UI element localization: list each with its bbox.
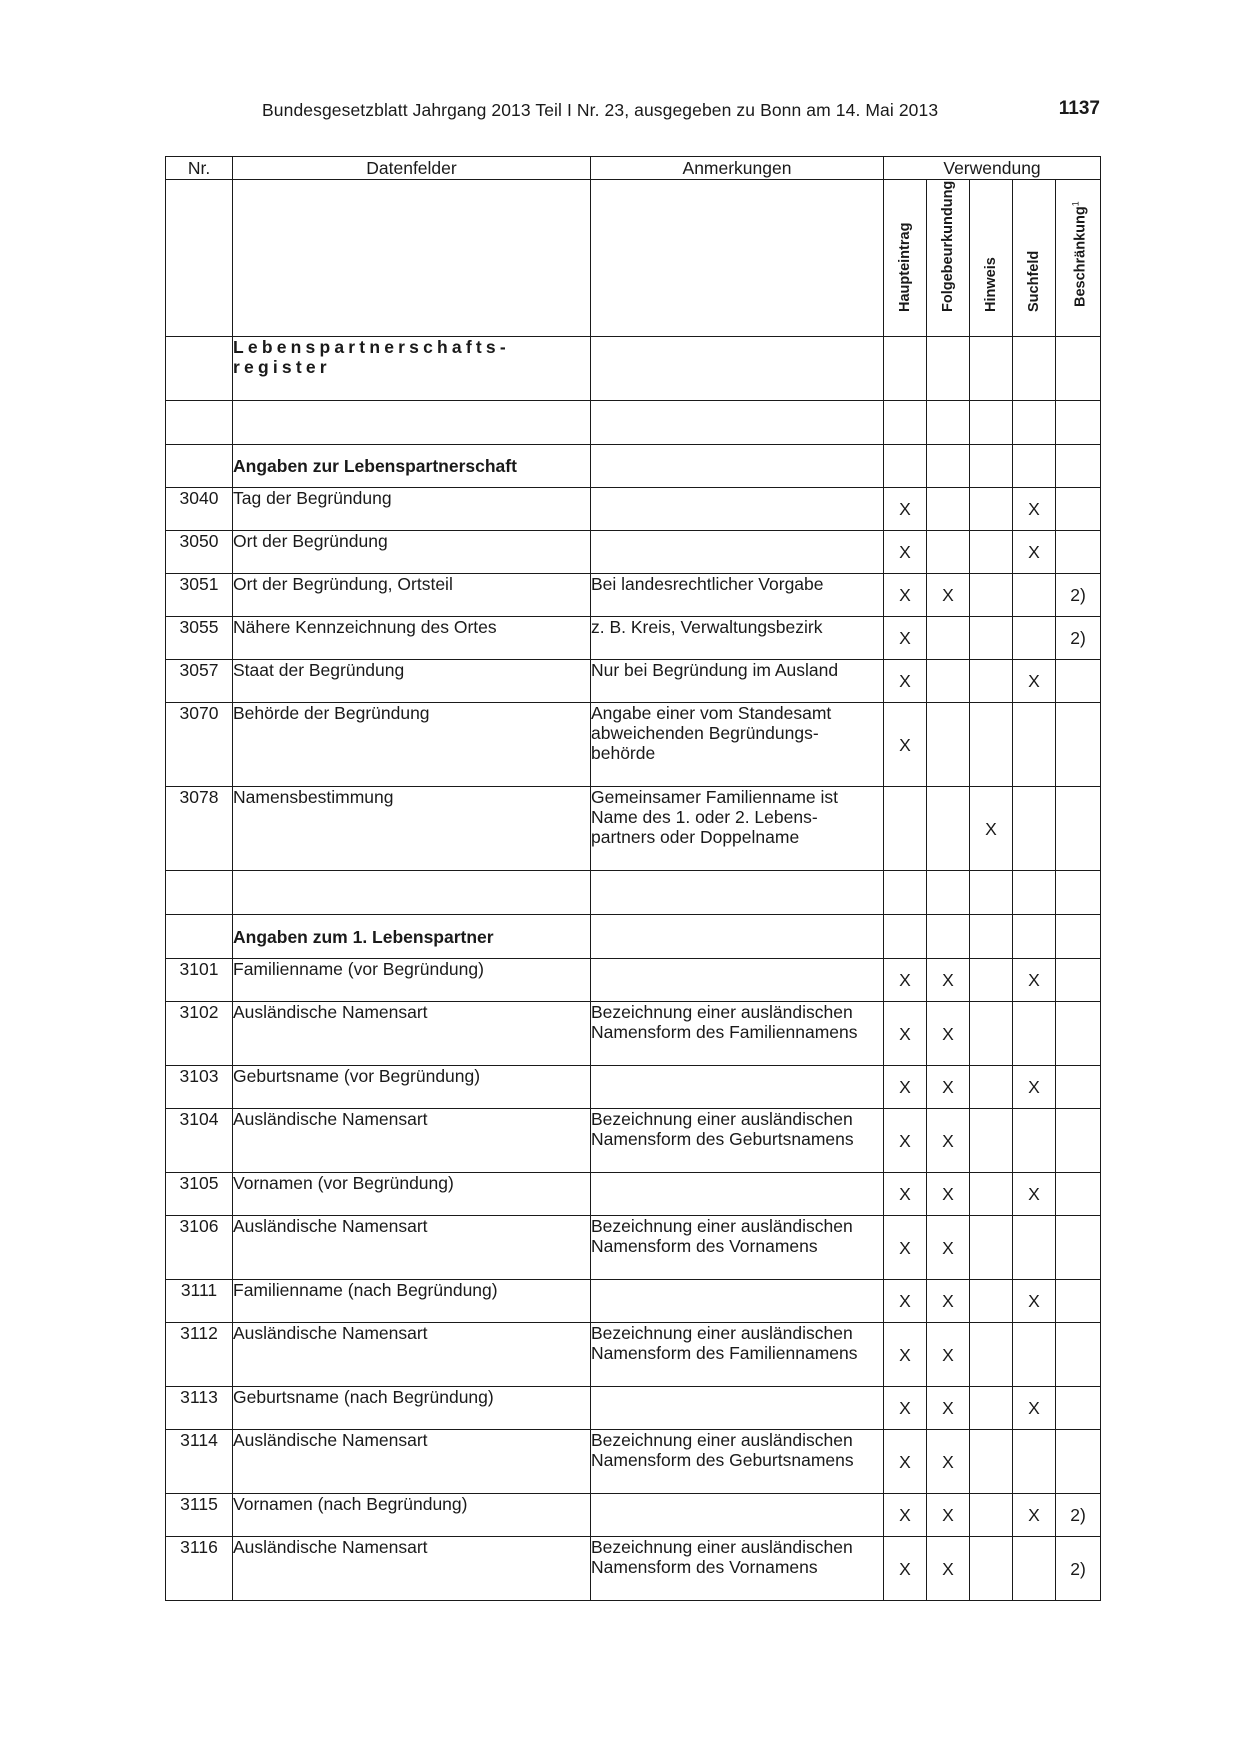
field-note	[591, 959, 884, 1002]
mark-suchfeld	[1013, 1537, 1056, 1601]
usage-label: Suchfeld	[1026, 250, 1042, 312]
row-number: 3078	[166, 787, 233, 871]
col-header-nr: Nr.	[166, 157, 233, 180]
field-name: Geburtsname (vor Begründung)	[233, 1066, 591, 1109]
empty-cell	[591, 337, 884, 401]
row-number: 3040	[166, 488, 233, 531]
table-row	[166, 703, 1101, 787]
table-row	[166, 959, 1101, 1002]
mark-folgebeurkundung	[927, 488, 970, 531]
mark-haupteintrag: X	[884, 660, 927, 703]
mark-suchfeld: X	[1013, 1387, 1056, 1430]
mark-hinweis	[970, 488, 1013, 531]
field-name: Vornamen (vor Begründung)	[233, 1173, 591, 1216]
usage-header-folgebeurkundung	[927, 180, 970, 337]
mark-suchfeld	[1013, 1109, 1056, 1173]
mark-haupteintrag: X	[884, 1537, 927, 1601]
empty-cell	[970, 445, 1013, 488]
column-header-row	[166, 157, 1101, 180]
mark-folgebeurkundung: X	[927, 1494, 970, 1537]
row-number: 3057	[166, 660, 233, 703]
mark-folgebeurkundung	[927, 787, 970, 871]
table-row	[166, 1066, 1101, 1109]
mark-hinweis	[970, 1173, 1013, 1216]
mark-suchfeld	[1013, 1323, 1056, 1387]
mark-suchfeld: X	[1013, 531, 1056, 574]
mark-beschraenkung: 2)	[1056, 574, 1101, 617]
mark-haupteintrag: X	[884, 531, 927, 574]
mark-haupteintrag: X	[884, 703, 927, 787]
usage-label-with-footnote	[1066, 201, 1091, 307]
empty-cell	[1056, 337, 1101, 401]
mark-beschraenkung	[1056, 488, 1101, 531]
usage-header-beschraenkung	[1056, 180, 1101, 337]
mark-folgebeurkundung: X	[927, 1002, 970, 1066]
empty-cell	[1013, 915, 1056, 959]
empty-cell	[591, 871, 884, 915]
table-row	[166, 617, 1101, 660]
empty-cell	[166, 401, 233, 445]
empty-cell	[927, 915, 970, 959]
mark-haupteintrag: X	[884, 488, 927, 531]
note-line: Namensform des Familiennamens	[591, 1022, 858, 1042]
empty-cell	[884, 445, 927, 488]
row-number: 3112	[166, 1323, 233, 1387]
field-note: z. B. Kreis, Verwaltungsbezirk	[591, 617, 884, 660]
mark-beschraenkung	[1056, 703, 1101, 787]
mark-hinweis	[970, 1387, 1013, 1430]
mark-folgebeurkundung: X	[927, 1280, 970, 1323]
mark-hinweis	[970, 1002, 1013, 1066]
field-name: Ausländische Namensart	[233, 1537, 591, 1601]
field-name: Nähere Kennzeichnung des Ortes	[233, 617, 591, 660]
mark-suchfeld	[1013, 787, 1056, 871]
register-title-row	[166, 337, 1101, 401]
empty-cell	[970, 401, 1013, 445]
empty-cell	[233, 401, 591, 445]
empty-cell	[970, 337, 1013, 401]
mark-suchfeld: X	[1013, 488, 1056, 531]
usage-header-row	[166, 180, 1101, 337]
empty-cell	[166, 915, 233, 959]
note-line: Bezeichnung einer ausländischen	[591, 1109, 853, 1129]
field-name: Ausländische Namensart	[233, 1109, 591, 1173]
mark-folgebeurkundung: X	[927, 1066, 970, 1109]
row-number: 3070	[166, 703, 233, 787]
register-title	[233, 337, 591, 401]
mark-folgebeurkundung: X	[927, 1387, 970, 1430]
mark-suchfeld: X	[1013, 959, 1056, 1002]
note-line: partners oder Doppelname	[591, 827, 800, 847]
mark-beschraenkung	[1056, 531, 1101, 574]
mark-hinweis	[970, 531, 1013, 574]
field-note	[591, 1066, 884, 1109]
note-line: Namensform des Familiennamens	[591, 1343, 858, 1363]
note-line: Bezeichnung einer ausländischen	[591, 1430, 853, 1450]
usage-label: Folgebeurkundung	[940, 180, 956, 312]
table-row	[166, 1323, 1101, 1387]
col-header-datenfelder: Datenfelder	[233, 157, 591, 180]
mark-beschraenkung: 2)	[1056, 1537, 1101, 1601]
mark-haupteintrag: X	[884, 1002, 927, 1066]
row-number: 3116	[166, 1537, 233, 1601]
mark-beschraenkung	[1056, 1430, 1101, 1494]
table-row	[166, 488, 1101, 531]
empty-cell	[884, 871, 927, 915]
mark-folgebeurkundung: X	[927, 1173, 970, 1216]
field-name: Namensbestimmung	[233, 787, 591, 871]
table-row	[166, 1430, 1101, 1494]
row-number: 3113	[166, 1387, 233, 1430]
mark-suchfeld: X	[1013, 1280, 1056, 1323]
field-note	[591, 1494, 884, 1537]
mark-folgebeurkundung: X	[927, 1430, 970, 1494]
note-line: Name des 1. oder 2. Lebens-	[591, 807, 818, 827]
page-header	[262, 100, 1100, 128]
mark-hinweis	[970, 660, 1013, 703]
field-note	[591, 1537, 884, 1601]
row-number: 3055	[166, 617, 233, 660]
row-number: 3111	[166, 1280, 233, 1323]
note-line: Bezeichnung einer ausländischen	[591, 1216, 853, 1236]
field-note	[591, 1280, 884, 1323]
mark-hinweis: X	[970, 787, 1013, 871]
mark-suchfeld	[1013, 1216, 1056, 1280]
empty-cell	[884, 337, 927, 401]
note-line: Namensform des Vornamens	[591, 1557, 818, 1577]
field-note: Nur bei Begründung im Ausland	[591, 660, 884, 703]
field-note	[591, 787, 884, 871]
note-line: Gemeinsamer Familienname ist	[591, 787, 839, 807]
mark-beschraenkung	[1056, 787, 1101, 871]
empty-header-cell	[233, 180, 591, 337]
empty-cell	[591, 915, 884, 959]
field-note	[591, 1002, 884, 1066]
usage-header-suchfeld	[1013, 180, 1056, 337]
field-name: Tag der Begründung	[233, 488, 591, 531]
empty-cell	[166, 337, 233, 401]
mark-hinweis	[970, 703, 1013, 787]
mark-haupteintrag: X	[884, 574, 927, 617]
register-body	[166, 337, 1101, 1601]
usage-label: Haupteintrag	[897, 222, 913, 312]
empty-cell	[1056, 915, 1101, 959]
row-number: 3105	[166, 1173, 233, 1216]
mark-suchfeld	[1013, 617, 1056, 660]
mark-hinweis	[970, 1066, 1013, 1109]
register-table	[165, 156, 1101, 1601]
field-name: Ausländische Namensart	[233, 1430, 591, 1494]
mark-haupteintrag: X	[884, 1066, 927, 1109]
field-note	[591, 1430, 884, 1494]
mark-suchfeld: X	[1013, 1066, 1056, 1109]
mark-haupteintrag: X	[884, 1323, 927, 1387]
usage-header-hinweis	[970, 180, 1013, 337]
mark-haupteintrag: X	[884, 1109, 927, 1173]
empty-cell	[591, 401, 884, 445]
empty-cell	[166, 445, 233, 488]
mark-haupteintrag: X	[884, 617, 927, 660]
note-line: Namensform des Geburtsnamens	[591, 1129, 854, 1149]
mark-suchfeld: X	[1013, 660, 1056, 703]
mark-haupteintrag: X	[884, 1216, 927, 1280]
table-row	[166, 1216, 1101, 1280]
empty-cell	[927, 871, 970, 915]
section-title: Angaben zur Lebenspartnerschaft	[233, 445, 591, 488]
empty-cell	[1056, 871, 1101, 915]
mark-hinweis	[970, 617, 1013, 660]
field-note	[591, 1173, 884, 1216]
note-line: Angabe einer vom Standesamt	[591, 703, 832, 723]
mark-beschraenkung: 2)	[1056, 617, 1101, 660]
empty-header-cell	[166, 180, 233, 337]
note-line: abweichenden Begründungs-	[591, 723, 819, 743]
mark-beschraenkung	[1056, 1387, 1101, 1430]
row-number: 3102	[166, 1002, 233, 1066]
empty-cell	[1013, 401, 1056, 445]
note-line: Namensform des Vornamens	[591, 1236, 818, 1256]
mark-hinweis	[970, 959, 1013, 1002]
table-row	[166, 574, 1101, 617]
mark-suchfeld	[1013, 1430, 1056, 1494]
mark-haupteintrag: X	[884, 1430, 927, 1494]
usage-label: Hinweis	[983, 257, 999, 312]
row-number: 3104	[166, 1109, 233, 1173]
note-line: Bezeichnung einer ausländischen	[591, 1323, 853, 1343]
mark-beschraenkung	[1056, 1173, 1101, 1216]
field-note	[591, 1323, 884, 1387]
field-note	[591, 1216, 884, 1280]
field-name: Geburtsname (nach Begründung)	[233, 1387, 591, 1430]
field-name: Familienname (nach Begründung)	[233, 1280, 591, 1323]
mark-beschraenkung	[1056, 959, 1101, 1002]
table-row	[166, 1387, 1101, 1430]
mark-folgebeurkundung: X	[927, 959, 970, 1002]
row-number: 3115	[166, 1494, 233, 1537]
field-name: Familienname (vor Begründung)	[233, 959, 591, 1002]
empty-cell	[1056, 401, 1101, 445]
note-line: Bezeichnung einer ausländischen	[591, 1002, 853, 1022]
mark-suchfeld	[1013, 703, 1056, 787]
row-number: 3050	[166, 531, 233, 574]
mark-folgebeurkundung	[927, 531, 970, 574]
usage-header-haupteintrag	[884, 180, 927, 337]
mark-hinweis	[970, 1280, 1013, 1323]
mark-folgebeurkundung: X	[927, 1216, 970, 1280]
field-name: Ausländische Namensart	[233, 1216, 591, 1280]
mark-beschraenkung	[1056, 1280, 1101, 1323]
mark-beschraenkung: 2)	[1056, 1494, 1101, 1537]
field-name: Ausländische Namensart	[233, 1002, 591, 1066]
mark-folgebeurkundung: X	[927, 1109, 970, 1173]
field-name: Staat der Begründung	[233, 660, 591, 703]
empty-cell	[233, 871, 591, 915]
row-number: 3051	[166, 574, 233, 617]
mark-beschraenkung	[1056, 1323, 1101, 1387]
table-row	[166, 1494, 1101, 1537]
mark-folgebeurkundung	[927, 617, 970, 660]
table-row	[166, 1173, 1101, 1216]
col-header-anmerkungen: Anmerkungen	[591, 157, 884, 180]
empty-cell	[1013, 337, 1056, 401]
field-note: Bei landesrechtlicher Vorgabe	[591, 574, 884, 617]
mark-hinweis	[970, 1216, 1013, 1280]
page-number: 1137	[1058, 98, 1100, 119]
mark-folgebeurkundung: X	[927, 1537, 970, 1601]
section-row	[166, 445, 1101, 488]
empty-cell	[884, 401, 927, 445]
empty-cell	[1056, 445, 1101, 488]
mark-suchfeld	[1013, 1002, 1056, 1066]
empty-cell	[884, 915, 927, 959]
field-name: Ort der Begründung, Ortsteil	[233, 574, 591, 617]
section-title: Angaben zum 1. Lebenspartner	[233, 915, 591, 959]
mark-haupteintrag: X	[884, 1494, 927, 1537]
table-row	[166, 531, 1101, 574]
running-header: Bundesgesetzblatt Jahrgang 2013 Teil I Nr. 23, ausgegeben zu Bonn am 14. Mai 2013	[262, 100, 939, 120]
table-row	[166, 787, 1101, 871]
mark-haupteintrag	[884, 787, 927, 871]
mark-haupteintrag: X	[884, 1387, 927, 1430]
mark-haupteintrag: X	[884, 959, 927, 1002]
empty-cell	[927, 445, 970, 488]
section-row	[166, 915, 1101, 959]
mark-hinweis	[970, 1494, 1013, 1537]
footnote-marker: 1	[1070, 201, 1081, 207]
mark-folgebeurkundung	[927, 660, 970, 703]
field-name: Ausländische Namensart	[233, 1323, 591, 1387]
field-note	[591, 488, 884, 531]
col-header-verwendung: Verwendung	[884, 157, 1101, 180]
mark-hinweis	[970, 1430, 1013, 1494]
field-note	[591, 531, 884, 574]
mark-suchfeld	[1013, 574, 1056, 617]
table-row	[166, 660, 1101, 703]
field-note	[591, 703, 884, 787]
empty-cell	[591, 445, 884, 488]
usage-label: Beschränkung	[1072, 206, 1089, 308]
empty-cell	[927, 401, 970, 445]
empty-header-cell	[591, 180, 884, 337]
note-line: Bezeichnung einer ausländischen	[591, 1537, 853, 1557]
field-name: Ort der Begründung	[233, 531, 591, 574]
spacer-row	[166, 401, 1101, 445]
mark-suchfeld: X	[1013, 1173, 1056, 1216]
empty-cell	[1013, 871, 1056, 915]
mark-haupteintrag: X	[884, 1280, 927, 1323]
row-number: 3114	[166, 1430, 233, 1494]
note-line: Namensform des Geburtsnamens	[591, 1450, 854, 1470]
row-number: 3103	[166, 1066, 233, 1109]
mark-beschraenkung	[1056, 660, 1101, 703]
mark-folgebeurkundung	[927, 703, 970, 787]
mark-folgebeurkundung: X	[927, 574, 970, 617]
spacer-row	[166, 871, 1101, 915]
empty-cell	[1013, 445, 1056, 488]
mark-hinweis	[970, 574, 1013, 617]
row-number: 3101	[166, 959, 233, 1002]
mark-hinweis	[970, 1537, 1013, 1601]
field-note	[591, 1387, 884, 1430]
mark-hinweis	[970, 1109, 1013, 1173]
table-row	[166, 1109, 1101, 1173]
field-name: Vornamen (nach Begründung)	[233, 1494, 591, 1537]
mark-beschraenkung	[1056, 1216, 1101, 1280]
mark-suchfeld: X	[1013, 1494, 1056, 1537]
register-title-line: register	[233, 357, 331, 377]
note-line: behörde	[591, 743, 656, 763]
mark-hinweis	[970, 1323, 1013, 1387]
mark-haupteintrag: X	[884, 1173, 927, 1216]
register-title-line: Lebenspartnerschafts-	[233, 337, 510, 357]
table-row	[166, 1002, 1101, 1066]
row-number: 3106	[166, 1216, 233, 1280]
empty-cell	[970, 915, 1013, 959]
mark-beschraenkung	[1056, 1109, 1101, 1173]
mark-folgebeurkundung: X	[927, 1323, 970, 1387]
mark-beschraenkung	[1056, 1066, 1101, 1109]
mark-beschraenkung	[1056, 1002, 1101, 1066]
field-note	[591, 1109, 884, 1173]
empty-cell	[166, 871, 233, 915]
table-row	[166, 1537, 1101, 1601]
table-row	[166, 1280, 1101, 1323]
field-name: Behörde der Begründung	[233, 703, 591, 787]
empty-cell	[927, 337, 970, 401]
empty-cell	[970, 871, 1013, 915]
